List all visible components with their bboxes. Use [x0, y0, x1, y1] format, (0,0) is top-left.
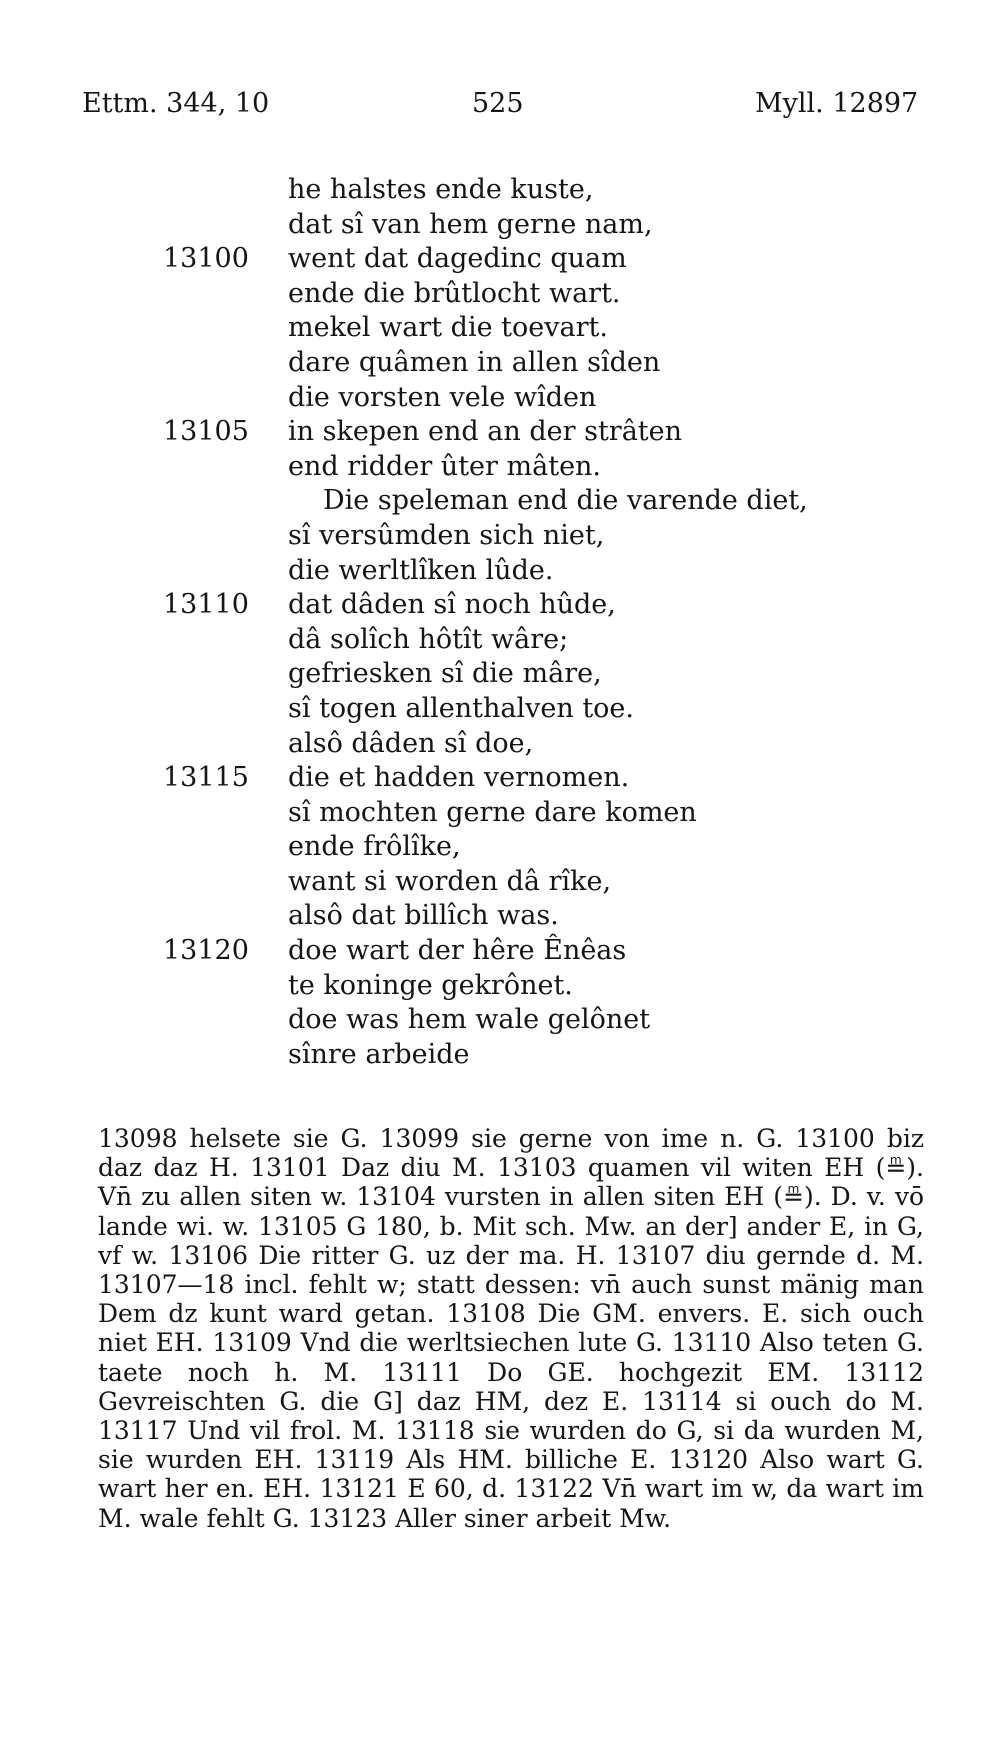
verse-line	[0, 865, 1000, 900]
line-text: sî mochten gerne dare komen	[288, 796, 697, 828]
line-text: Die speleman end die varende diet,	[323, 485, 808, 517]
verse-line	[0, 277, 1000, 312]
verse-line	[0, 311, 1000, 346]
verse-line	[0, 969, 1000, 1004]
verse-line	[0, 1003, 1000, 1038]
verse-line	[0, 519, 1000, 554]
page-number: 525	[472, 88, 524, 119]
verse-line	[0, 450, 1000, 485]
line-text: dâ solîch hôtît wâre;	[288, 623, 569, 655]
line-text: sî togen allenthalven toe.	[288, 692, 634, 724]
verse-line	[0, 173, 1000, 208]
critical-apparatus	[98, 1124, 924, 1533]
header-right: Myll. 12897	[755, 88, 919, 119]
line-text: doe wart der hêre Ênêas	[288, 935, 627, 967]
verse-line	[0, 484, 1000, 519]
line-number: 13105	[163, 416, 249, 448]
line-text: sînre arbeide	[288, 1038, 470, 1070]
line-text: mekel wart die toevart.	[288, 312, 608, 344]
line-number: 13120	[163, 935, 249, 967]
verse-line	[0, 623, 1000, 658]
line-text: die werltlîken lûde.	[288, 554, 554, 586]
line-text: alsô dat billîch was.	[288, 900, 559, 932]
line-text: te koninge gekrônet.	[288, 969, 573, 1001]
header-left: Ettm. 344, 10	[82, 88, 270, 119]
line-text: dat sî van hem gerne nam,	[288, 208, 653, 240]
verse-line	[0, 727, 1000, 762]
verse-line	[0, 1038, 1000, 1073]
verse-line	[0, 796, 1000, 831]
running-header	[0, 88, 1000, 128]
verse-line	[0, 692, 1000, 727]
apparatus-text: 13098 helsete sie G. 13099 sie gerne von ime n. G. 13100 biz daz daz H. 13101 Daz diu M. 13103 quamen vil witen EH (≞). Vn̄ zu allen siten w. 13104 vursten in allen siten EH (≞). D. v. vō lande wi. w. 13105 G 180, b. Mit sch. Mw. an der] ander E, in G, vf w. 13106 Die ritter G. uz der ma. H. 13107 diu gernde d. M. 13107—18 incl. fehlt w; statt dessen: vn̄ auch sunst mänig man Dem dz kunt ward getan. 13108 Die GM. envers. E. sich ouch niet EH. 13109 Vnd die werltsiechen lute G. 13110 Also teten G. taete noch h. M. 13111 Do GE. hochgezit EM. 13112 Gevreischten G. die G] daz HM, dez E. 13114 si ouch do M. 13117 Und vil frol. M. 13118 sie wurden do G, si da wurden M, sie wurden EH. 13119 Als HM. billiche E. 13120 Also wart G. wart her en. EH. 13121 E 60, d. 13122 Vn̄ wart im w, da wart im M. wale fehlt G. 13123 Aller siner arbeit Mw.	[98, 1124, 924, 1533]
line-text: sî versûmden sich niet,	[288, 519, 605, 551]
line-text: in skepen end an der strâten	[288, 416, 683, 448]
line-text: die et hadden vernomen.	[288, 762, 630, 794]
verse-text	[0, 173, 1000, 1072]
line-text: went dat dagedinc quam	[288, 243, 627, 275]
line-text: dare quâmen in allen sîden	[288, 346, 661, 378]
verse-line	[0, 415, 1000, 450]
line-number: 13100	[163, 243, 249, 275]
line-text: ende frôlîke,	[288, 831, 461, 863]
line-text: dat dâden sî noch hûde,	[288, 589, 616, 621]
verse-line	[0, 588, 1000, 623]
line-text: die vorsten vele wîden	[288, 381, 597, 413]
verse-line	[0, 381, 1000, 416]
verse-line	[0, 208, 1000, 243]
verse-line	[0, 242, 1000, 277]
verse-line	[0, 346, 1000, 381]
verse-line	[0, 554, 1000, 589]
line-text: want si worden dâ rîke,	[288, 865, 612, 897]
verse-line	[0, 761, 1000, 796]
line-number: 13115	[163, 762, 249, 794]
verse-line	[0, 934, 1000, 969]
verse-line	[0, 899, 1000, 934]
verse-line	[0, 657, 1000, 692]
line-text: alsô dâden sî doe,	[288, 727, 534, 759]
line-text: gefriesken sî die mâre,	[288, 658, 602, 690]
line-text: end ridder ûter mâten.	[288, 450, 602, 482]
line-number: 13110	[163, 589, 249, 621]
line-text: doe was hem wale gelônet	[288, 1004, 651, 1036]
verse-line	[0, 830, 1000, 865]
line-text: ende die brûtlocht wart.	[288, 277, 621, 309]
line-text: he halstes ende kuste,	[288, 174, 594, 205]
